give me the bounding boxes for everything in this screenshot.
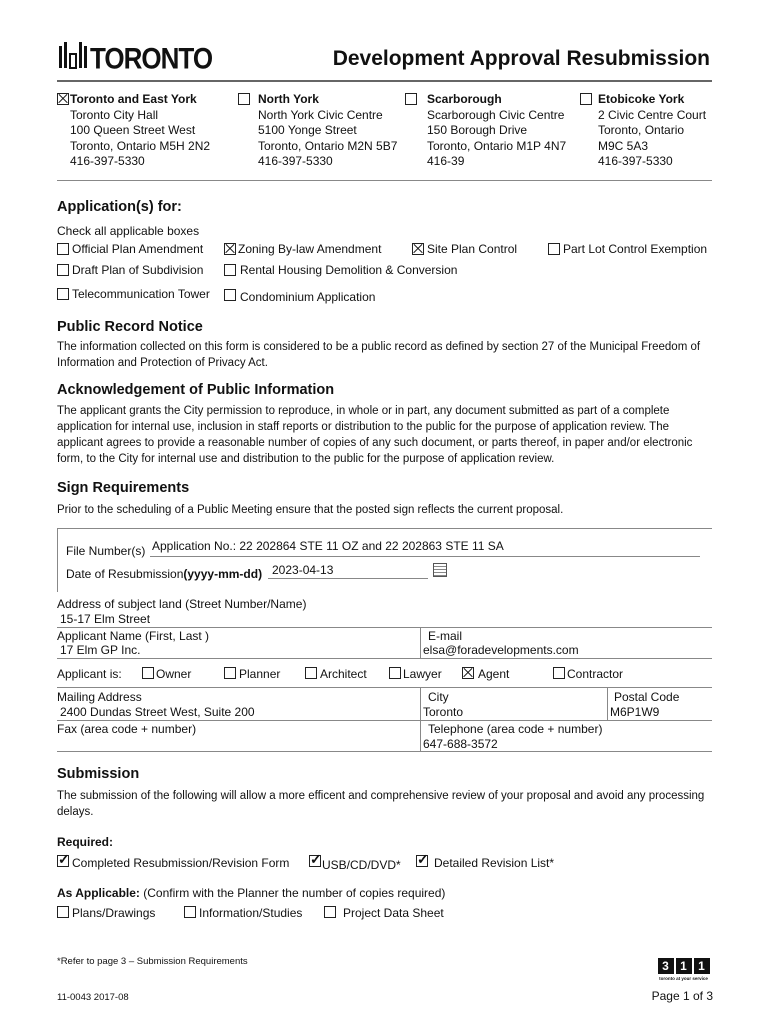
office-3: [427, 92, 566, 170]
public-record-heading: Public Record Notice: [57, 319, 203, 335]
page-title: Development Approval Resubmission: [332, 47, 710, 70]
applicant-type-label-2: Planner: [239, 667, 281, 681]
logo-text: TORONTO: [90, 41, 213, 76]
city-postal-divider: [607, 687, 608, 720]
applicant-type-label-1: Owner: [156, 667, 192, 681]
applicant-type-checkbox-4[interactable]: [389, 667, 401, 679]
application-checkbox-5[interactable]: [57, 264, 69, 276]
application-label-6: Rental Housing Demolition & Conversion: [240, 263, 458, 277]
city-label: City: [428, 690, 449, 704]
office-line: Toronto, Ontario M5H 2N2: [70, 138, 211, 153]
office-checkbox-4[interactable]: [580, 93, 592, 105]
date-label: [66, 567, 262, 581]
file-box: [57, 528, 712, 592]
office-line: 5100 Yonge Street: [258, 123, 357, 137]
office-rule: [57, 180, 712, 181]
applicable-label-3: Project Data Sheet: [343, 906, 444, 920]
applicable-label-2: Information/Studies: [199, 906, 303, 920]
applicant-name-label: Applicant Name (First, Last ): [57, 629, 210, 643]
application-label-4: Part Lot Control Exemption: [563, 242, 708, 256]
application-label-8: Condominium Application: [240, 290, 376, 304]
logo-311-tagline: toronto at your service: [659, 976, 708, 981]
date-line: [268, 578, 428, 579]
application-label-1: Official Plan Amendment: [72, 242, 204, 256]
title-rule: [57, 80, 712, 82]
office-checkbox-3[interactable]: [405, 93, 417, 105]
applicable-checkbox-1[interactable]: [57, 906, 69, 918]
applicant-type-checkbox-2[interactable]: [224, 667, 236, 679]
office-name: North York: [258, 92, 319, 106]
required-label-1: Completed Resubmission/Revision Form: [72, 856, 290, 870]
office-line: Toronto, Ontario M1P 4N7: [427, 138, 567, 153]
footer-note: *Refer to page 3 – Submission Requirements: [57, 956, 248, 967]
date-format: (yyyy-mm-dd): [183, 567, 263, 581]
application-checkbox-6[interactable]: [224, 264, 236, 276]
submission-heading: Submission: [57, 766, 140, 782]
sign-heading: Sign Requirements: [57, 480, 190, 496]
date-label-text: Date of Resubmission: [66, 567, 184, 581]
submission-text: The submission of the following will allow a more efficent and comprehensive review of your proposal and avoid any processing delays.: [57, 790, 705, 818]
applicable-label-1: Plans/Drawings: [72, 906, 156, 920]
applicant-type-rule: [57, 687, 712, 688]
applicant-type-checkbox-3[interactable]: [305, 667, 317, 679]
application-checkbox-2[interactable]: [224, 243, 236, 255]
office-name: Etobicoke York: [598, 92, 685, 106]
required-label: Required:: [57, 835, 114, 849]
applicant-type-checkbox-6[interactable]: [553, 667, 565, 679]
file-number-input[interactable]: Application No.: 22 202864 STE 11 OZ and 22 202863 STE 11 SA: [152, 539, 504, 553]
city-input[interactable]: Toronto: [423, 705, 464, 719]
required-checkbox-2[interactable]: [309, 855, 321, 867]
office-line: 416-39: [427, 154, 465, 168]
fax-label: Fax (area code + number): [57, 722, 197, 736]
sign-text: Prior to the scheduling of a Public Meeting ensure that the posted sign reflects the current proposal.: [57, 504, 564, 516]
logo-311-digit: 3: [658, 958, 674, 974]
application-checkbox-3[interactable]: [412, 243, 424, 255]
office-checkbox-1[interactable]: [57, 93, 69, 105]
applicant-type-checkbox-1[interactable]: [142, 667, 154, 679]
office-line: Toronto, Ontario M2N 5B7: [258, 138, 398, 153]
logo-311-digit: 1: [676, 958, 692, 974]
applications-instruction: Check all applicable boxes: [57, 224, 200, 238]
office-line: 416-397-5330: [598, 154, 673, 168]
office-line: 2 Civic Centre Court: [598, 107, 707, 122]
mailing-label: Mailing Address: [57, 690, 142, 704]
applicant-type-label-6: Contractor: [567, 667, 624, 681]
office-line: 416-397-5330: [258, 154, 333, 168]
logo-311-digits: [655, 958, 712, 974]
office-line: 100 Queen Street West: [70, 123, 196, 137]
office-name: Scarborough: [427, 92, 502, 106]
applications-heading: Application(s) for:: [57, 199, 182, 215]
phone-input[interactable]: 647-688-3572: [423, 737, 498, 751]
name-rule: [57, 658, 712, 659]
mailing-city-divider: [420, 687, 421, 751]
office-line: 416-397-5330: [70, 154, 145, 168]
applicant-type-checkbox-5[interactable]: [462, 667, 474, 679]
applicant-is-label: Applicant is:: [57, 667, 122, 681]
applicant-type-label-3: Architect: [320, 667, 367, 681]
office-2: [258, 92, 397, 170]
city-hall-icon: [58, 40, 88, 70]
postal-input[interactable]: M6P1W9: [610, 705, 660, 719]
phone-label: Telephone (area code + number): [428, 722, 603, 736]
office-1: [70, 92, 210, 170]
required-checkbox-3[interactable]: [416, 855, 428, 867]
calendar-icon[interactable]: [433, 563, 447, 577]
logo-311: [655, 958, 712, 981]
application-checkbox-4[interactable]: [548, 243, 560, 255]
page-number: Page 1 of 3: [651, 989, 713, 1003]
acknowledgement-text: The applicant grants the City permission to reproduce, in whole or in part, any document submitted as part of a complete application for internal use, inclusion in staff reports or distribution to the public for the purpose of application review. The applicant agrees to provide a reasonable number of copies of any such document, or parts thereof, in paper and/or electronic form, to the City for internal use and distribution to the public for the purpose of application review.: [57, 405, 693, 465]
phone-rule: [57, 751, 712, 752]
mailing-rule: [57, 720, 712, 721]
acknowledgement-heading: Acknowledgement of Public Information: [57, 382, 335, 398]
public-record-text: The information collected on this form is considered to be a public record as defined by section 27 of the Municipal Freedom of Information and Protection of Privacy Act.: [57, 341, 701, 369]
applicant-name-input[interactable]: 17 Elm GP Inc.: [60, 643, 141, 657]
application-label-3: Site Plan Control: [427, 242, 518, 256]
logo-311-digit: 1: [694, 958, 710, 974]
office-line: 150 Borough Drive: [427, 123, 528, 137]
application-checkbox-7[interactable]: [57, 288, 69, 300]
applicant-type-label-5: Agent: [478, 667, 510, 681]
form-number: 11-0043 2017-08: [57, 992, 129, 1003]
application-label-7: Telecommunication Tower: [72, 287, 210, 301]
as-applicable-label: [57, 886, 445, 900]
email-input[interactable]: elsa@foradevelopments.com: [423, 643, 579, 657]
email-label: E-mail: [428, 629, 463, 643]
file-number-line: [150, 556, 700, 557]
address-input[interactable]: 15-17 Elm Street: [60, 612, 151, 626]
office-name: Toronto and East York: [70, 92, 197, 106]
required-label-3: Detailed Revision List*: [434, 856, 555, 870]
postal-label: Postal Code: [614, 690, 680, 704]
office-line: North York Civic Centre: [258, 107, 383, 122]
mailing-input[interactable]: 2400 Dundas Street West, Suite 200: [60, 705, 255, 719]
address-rule: [57, 627, 712, 628]
applicable-checkbox-3[interactable]: [324, 906, 336, 918]
application-checkbox-1[interactable]: [57, 243, 69, 255]
office-line: Toronto, Ontario: [598, 123, 685, 137]
required-checkbox-1[interactable]: [57, 855, 69, 867]
date-input[interactable]: 2023-04-13: [272, 563, 334, 577]
application-checkbox-8[interactable]: [224, 289, 236, 301]
office-4: [598, 92, 706, 170]
office-line: M9C 5A3: [598, 138, 649, 153]
file-number-label: File Number(s): [66, 544, 146, 558]
application-label-5: Draft Plan of Subdivision: [72, 263, 204, 277]
office-checkbox-2[interactable]: [238, 93, 250, 105]
application-label-2: Zoning By-law Amendment: [238, 242, 382, 256]
address-label: Address of subject land (Street Number/Name): [57, 597, 307, 611]
office-line: Scarborough Civic Centre: [427, 107, 565, 122]
as-applicable-text: (Confirm with the Planner the number of copies required): [143, 886, 446, 900]
name-email-divider: [420, 627, 421, 658]
as-applicable-bold: As Applicable:: [57, 886, 140, 900]
applicable-checkbox-2[interactable]: [184, 906, 196, 918]
office-line: Toronto City Hall: [70, 107, 159, 122]
applicant-type-label-4: Lawyer: [403, 667, 442, 681]
required-label-2: USB/CD/DVD*: [322, 858, 401, 872]
